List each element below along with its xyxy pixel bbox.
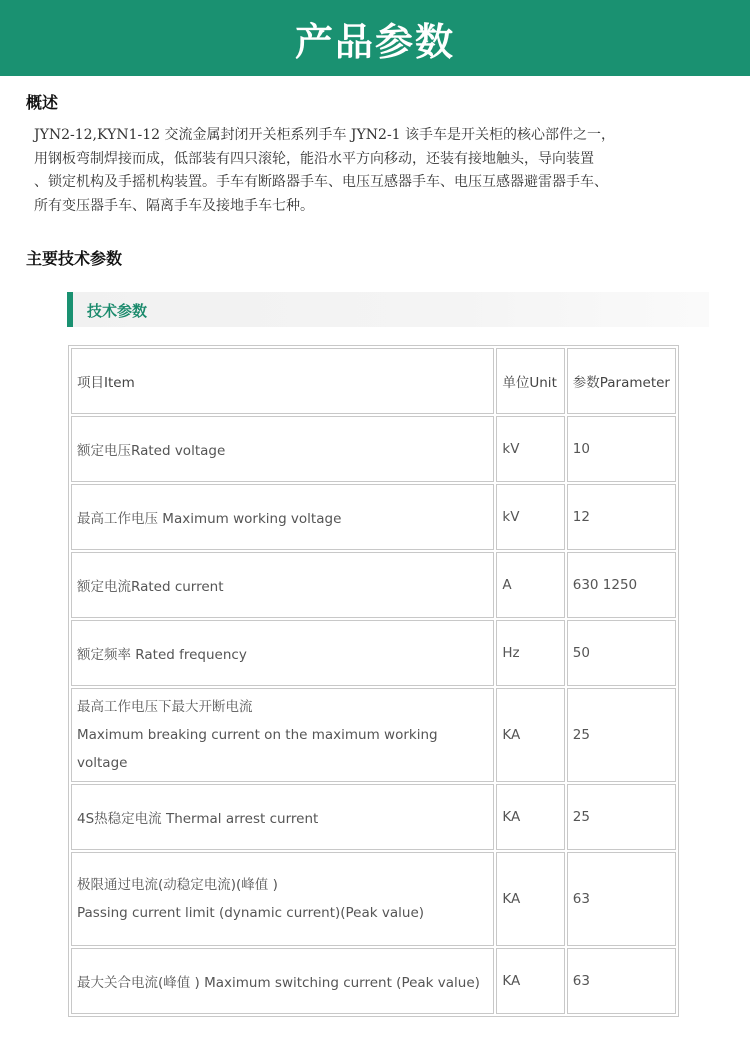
table-row [71, 948, 676, 1014]
tech-params-title: 技术参数 [87, 302, 148, 320]
table-row [71, 552, 676, 618]
table-row [71, 688, 676, 782]
item-text: 最高工作电压 Maximum working voltage [77, 511, 342, 527]
cell-item [71, 484, 494, 550]
cell-parameter: 10 [567, 416, 676, 482]
item-text: 极限通过电流(动稳定电流)(峰值 ) [77, 877, 278, 893]
cell-item [71, 784, 494, 850]
cell-item [71, 416, 494, 482]
overview-line: 用钢板弯制焊接而成，低部装有四只滚轮，能沿水平方向移动，还装有接地触头，导向装置 [34, 150, 594, 167]
item-text: 额定电压Rated voltage [77, 443, 226, 459]
item-text: 最大关合电流(峰值 ) Maximum switching current (Peak value) [77, 975, 480, 991]
cell-parameter: 50 [567, 620, 676, 686]
cell-parameter: 630 1250 [567, 552, 676, 618]
table-row [71, 784, 676, 850]
item-text: Passing current limit (dynamic current)(Peak value) [77, 905, 425, 921]
item-text: 额定频率 Rated frequency [77, 647, 247, 663]
table-row [71, 484, 676, 550]
overview-heading: 概述 [26, 93, 59, 112]
title-banner [0, 0, 750, 76]
cell-unit: kV [496, 416, 564, 482]
main-params-heading: 主要技术参数 [26, 249, 123, 268]
cell-parameter: 25 [567, 688, 676, 782]
cell-unit: Hz [496, 620, 564, 686]
item-text: Maximum breaking current on the maximum working voltage [77, 727, 438, 771]
accent-stripe [67, 292, 73, 327]
header-parameter: 参数Parameter [567, 348, 676, 414]
cell-unit: kV [496, 484, 564, 550]
parameter-table [68, 345, 679, 1017]
tech-params-bar [67, 292, 709, 327]
cell-unit: A [496, 552, 564, 618]
table-row [71, 416, 676, 482]
overview-line: 所有变压器手车、隔离手车及接地手车七种。 [34, 197, 314, 214]
cell-item [71, 552, 494, 618]
cell-unit: KA [496, 948, 564, 1014]
header-unit: 单位Unit [496, 348, 564, 414]
overview-paragraph [34, 124, 734, 218]
banner-title: 产品参数 [294, 19, 455, 64]
cell-parameter: 25 [567, 784, 676, 850]
cell-item [71, 852, 494, 946]
cell-item [71, 948, 494, 1014]
table-header-row [71, 348, 676, 414]
table-row [71, 852, 676, 946]
cell-item [71, 620, 494, 686]
cell-unit: KA [496, 784, 564, 850]
item-text: 4S热稳定电流 Thermal arrest current [77, 811, 319, 827]
table-row [71, 620, 676, 686]
cell-parameter: 12 [567, 484, 676, 550]
cell-unit: KA [496, 688, 564, 782]
item-text: 额定电流Rated current [77, 579, 224, 595]
header-item: 项目Item [71, 348, 494, 414]
overview-line: 、锁定机构及手摇机构装置。手车有断路器手车、电压互感器手车、电压互感器避雷器手车、 [34, 174, 608, 190]
cell-unit: KA [496, 852, 564, 946]
item-text: 最高工作电压下最大开断电流 [77, 699, 253, 715]
overview-line: JYN2-12,KYN1-12 交流金属封闭开关柜系列手车 JYN2-1 该手车是开关柜的核心部件之一， [34, 127, 616, 143]
cell-parameter: 63 [567, 948, 676, 1014]
cell-parameter: 63 [567, 852, 676, 946]
cell-item [71, 688, 494, 782]
